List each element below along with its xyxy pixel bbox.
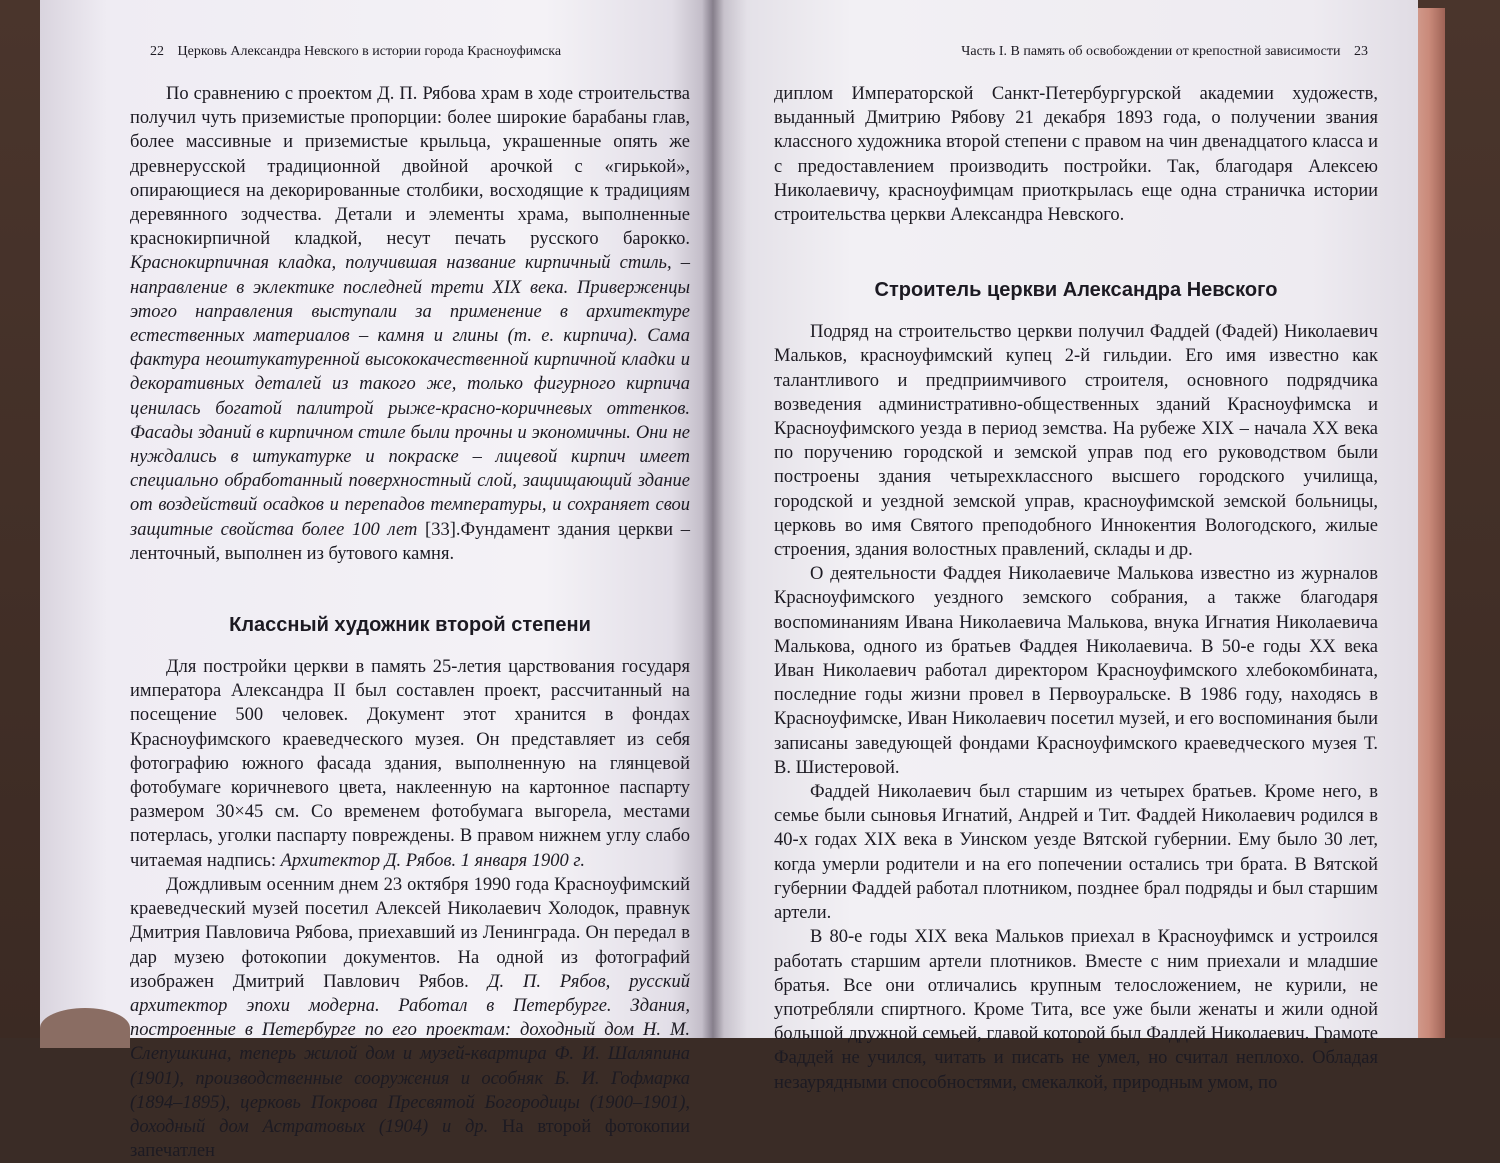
right-paragraph-5: В 80-е годы XIX века Мальков приехал в Красноуфимск и устроился работать старшим артели плотников. Вместе с ним приехали и младшие братья. Все они отличались крупным телосложением, не курили, не употребляли спиртного. Кроме Тита, все уже были женаты и жили одной большой дружной семьей, главой которой был Фаддей Николаевич. Грамоте Фаддей не учился, читать и писать не умел, но считал неплохо. Обладая незаурядными способностями, смекалкой, природным умом, по [774, 927, 1378, 1093]
right-running-title: Часть I. В память об освобождении от крепостной зависимости [961, 44, 1341, 59]
right-paragraph-4: Фаддей Николаевич был старшим из четырех братьев. Кроме него, в семье были сыновья Игнатий, Андрей и Тит. Фаддей Николаевич родился в 40-х годах XIX века в Уинском уезде Вятской губернии. Ему было 30 лет, когда умерли родители и на его попечении остались три брата. В Вятской губернии Фаддей работал плотником, позднее брал подряды и был старшим артели. [774, 782, 1378, 924]
left-running-title: Церковь Александра Невского в истории города Красноуфимска [177, 44, 562, 59]
left-para2-text: Для постройки церкви в память 25-летия царствования государя императора Александра II был составлен проект, рассчитанный на посещение 500 человек. Документ этот хранится в фондах Красноуфимского краеведческого музея. Он представляет из себя фотографию южного фасада здания, выполненную на глянцевой фотобумаге коричневого цвета, наклеенную на картонное паспарту размером 30×45 см. Со временем фотобумага выгорела, местами потерлась, уголки паспарту повреждены. В правом нижнем углу слабо читаемая надпись: [130, 657, 690, 871]
left-running-head [130, 44, 690, 60]
left-para1-tail: [33].Фундамент здания церкви – ленточный, выполнен из бутового камня. [130, 519, 690, 564]
left-para1-text: По сравнению с проектом Д. П. Рябова храм в ходе строительства получил чуть приземистые пропорции: более широкие барабаны глав, более массивные и приземистые крыльца, украшенные опять же древнерусской традиционной двойной арочкой с «гирькой», опирающиеся на декорированные столбики, восходящие к традициям деревянного зодчества. Детали и элементы храма, выполненные краснокирпичной кладкой, несут печать русского барокко. [130, 84, 690, 250]
left-para1-italic: Краснокирпичная кладка, получившая название кирпичный стиль, – направление в эклектике последней трети XIX века. Приверженцы этого направления выступали за применение в архитектуре естественных материалов – камня и глины (т. е. кирпича). Сама фактура неоштукатуренной высококачественной кирпичной кладки и декоративных деталей из такого же, только фигурного кирпича ценилась богатой палитрой рыже-красно-коричневых оттенков. Фасады зданий в кирпичном стиле были прочны и экономичны. Они не нуждались в штукатурке и покраске – лицевой кирпич имеет специально обработанный поверхностный слой, защищающий здание от воздействий осадков и перепадов температуры, и сохраняет свои защитные свойства более 100 лет [130, 253, 690, 540]
left-para3-italic: Д. П. Рябов, русский архитектор эпохи модерна. Работал в Петербурге. Здания, построенные в Петербурге по его проектам: доходный дом Н. М. Слепушкина, теперь жилой дом и музей-квартира Ф. И. Шаляпина (1901), производственные сооружения и особняк Б. И. Гофмарка (1894–1895), церковь Покрова Пресвятой Богородицы (1900–1901), доходный дом Астратовых (1904) и др. [130, 971, 690, 1137]
left-paragraph-1 [130, 82, 690, 566]
right-paragraph-2: Подряд на строительство церкви получил Фаддей (Фадей) Николаевич Мальков, красноуфимский купец 2-й гильдии. Его имя известно как талантливого и предприимчивого строителя, основного подрядчика возведения административно-общественных зданий Красноуфимска и Красноуфимского уезда в период земства. На рубеже XIX – начала XX века по поручению городской и земской управ под его руководством были построены здания четырехклассного высшего городского училища, городской и уездной земской управ, красноуфимской земской больницы, церковь во имя Святого преподобного Иннокентия Вологодского, жилые строения, здания волостных правлений, склады и др. [774, 322, 1378, 561]
left-paragraph-3 [130, 873, 690, 1163]
book-gutter-shadow [702, 0, 724, 1038]
left-para3-text: Дождливым осенним днем 23 октября 1990 года Красноуфимский краеведческий музей посетил Алексей Николаевич Холодок, правнук Дмитрия Павловича Рябова, приехавший из Ленинграда. Он передал в дар музею фотокопии документов. На одной из фотографий изображен Дмитрий Павлович Рябов. [130, 874, 690, 992]
right-paragraph-3: О деятельности Фаддея Николаевиче Малькова известно из журналов Красноуфимского уездного земского собрания, а также благодаря воспоминаниям Ивана Николаевича Малькова, внука Игнатия Николаевича Малькова, одного из братьев Фаддея Николаевича. В 50-е годы XX века Иван Николаевич работал директором Красноуфимского хлебокомбината, последние годы жизни провел в Первоуральске. В 1986 году, находясь в Красноуфимске, Иван Николаевич посетил музей, и его воспоминания были записаны заведующей фондами Красноуфимского краеведческого музея Т. В. Шистеровой. [774, 564, 1378, 778]
right-paragraph-1: диплом Императорской Санкт-Петербургурской академии художеств, выданный Дмитрию Рябову 21 декабря 1893 года, о получении звания классного художника второй степени с правом на чин двенадцатого класса и с предоставлением производить постройки. Так, благодаря Алексею Николаевичу, красноуфимцам приоткрылась еще одна страничка истории строительства церкви Александра Невского. [774, 84, 1378, 226]
right-page-number: 23 [1354, 44, 1368, 59]
left-section-heading: Классный художник второй степени [229, 614, 591, 637]
thumb-holding-book [40, 1008, 130, 1048]
right-section-heading: Строитель церкви Александра Невского [874, 279, 1278, 302]
left-para2-italic: Архитектор Д. Рябов. 1 января 1900 г. [280, 850, 586, 871]
left-para3-tail: На второй фотокопии запечатлен [130, 1116, 690, 1162]
left-page [40, 0, 712, 1162]
left-page-number: 22 [150, 44, 164, 59]
left-paragraph-2 [130, 655, 690, 873]
right-running-head [774, 44, 1378, 60]
right-page [712, 0, 1418, 1093]
